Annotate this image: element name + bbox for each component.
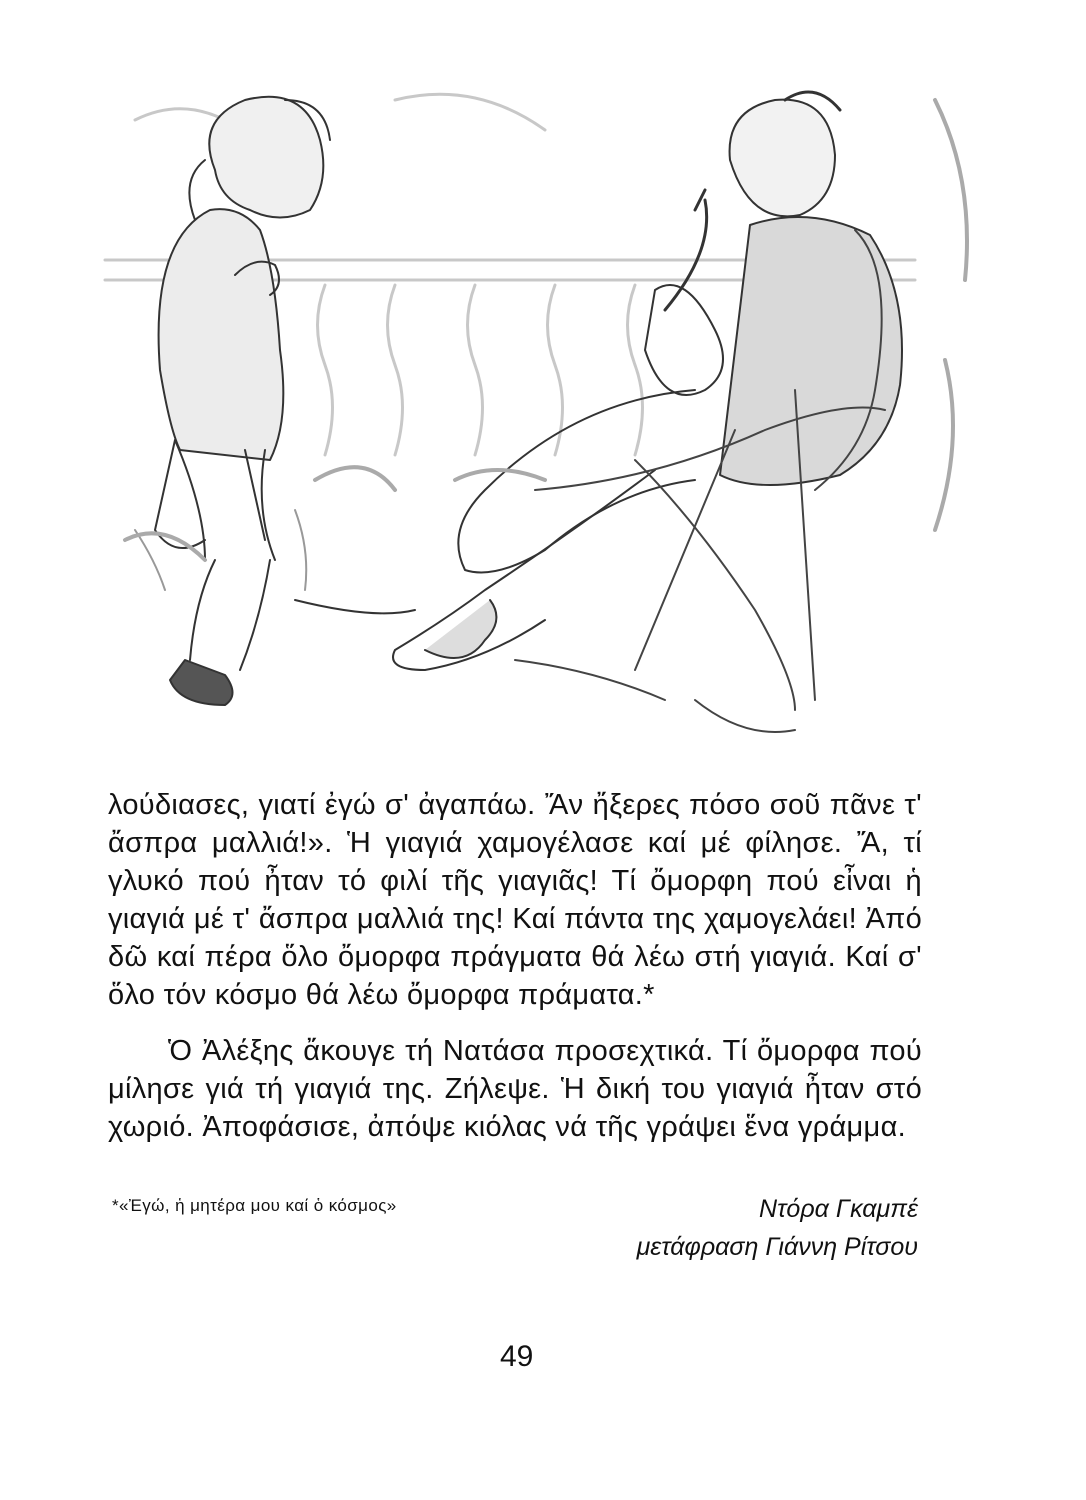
credits	[637, 1190, 918, 1266]
paragraph-2: Ὁ Ἀλέξης ἄκουγε τή Νατάσα προσεχτικά. Τί ὄμορφα πού μίλησε γιά τή γιαγιά της. Ζήλεψε. Ἡ δική του γιαγιά ἦταν στό χωριό. Ἀποφάσισε, ἀπόψε κιόλας νά τῆς γράψει ἕνα γράμμα.	[108, 1035, 922, 1143]
translator-credit: μετάφραση Γιάννη Ρίτσου	[636, 1233, 918, 1261]
page-number: 49	[500, 1340, 534, 1373]
grandmother-figure	[295, 92, 902, 670]
paragraph-1: λούδιασες, γιατί ἐγώ σ' ἀγαπάω. Ἄν ἤξερες πόσο σοῦ πᾶνε τ' ἄσπρα μαλλιά!». Ἡ γιαγιά χαμογέλασε καί μέ φίλησε. Ἄ, τί γλυκό πού ἦταν τό φιλί τῆς γιαγιᾶς! Τί ὄμορφη πού εἶναι ἡ γιαγιά μέ τ' ἄσπρα μαλλιά της! Καί πάντα της χαμογελάει! Ἀπό δῶ καί πέρα ὅλο ὄμορφα πράγματα θά λέω στή γιαγιά. Καί σ' ὅλο τόν κόσμο θά λέω ὄμορφα πράματα.*	[108, 789, 922, 1011]
girl-figure	[135, 97, 330, 705]
illustration	[95, 60, 995, 780]
footnote: *«Ἐγώ, ἡ μητέρα μου καί ὁ κόσμος»	[112, 1196, 397, 1215]
author-name: Ντόρα Γκαμπέ	[759, 1195, 918, 1223]
